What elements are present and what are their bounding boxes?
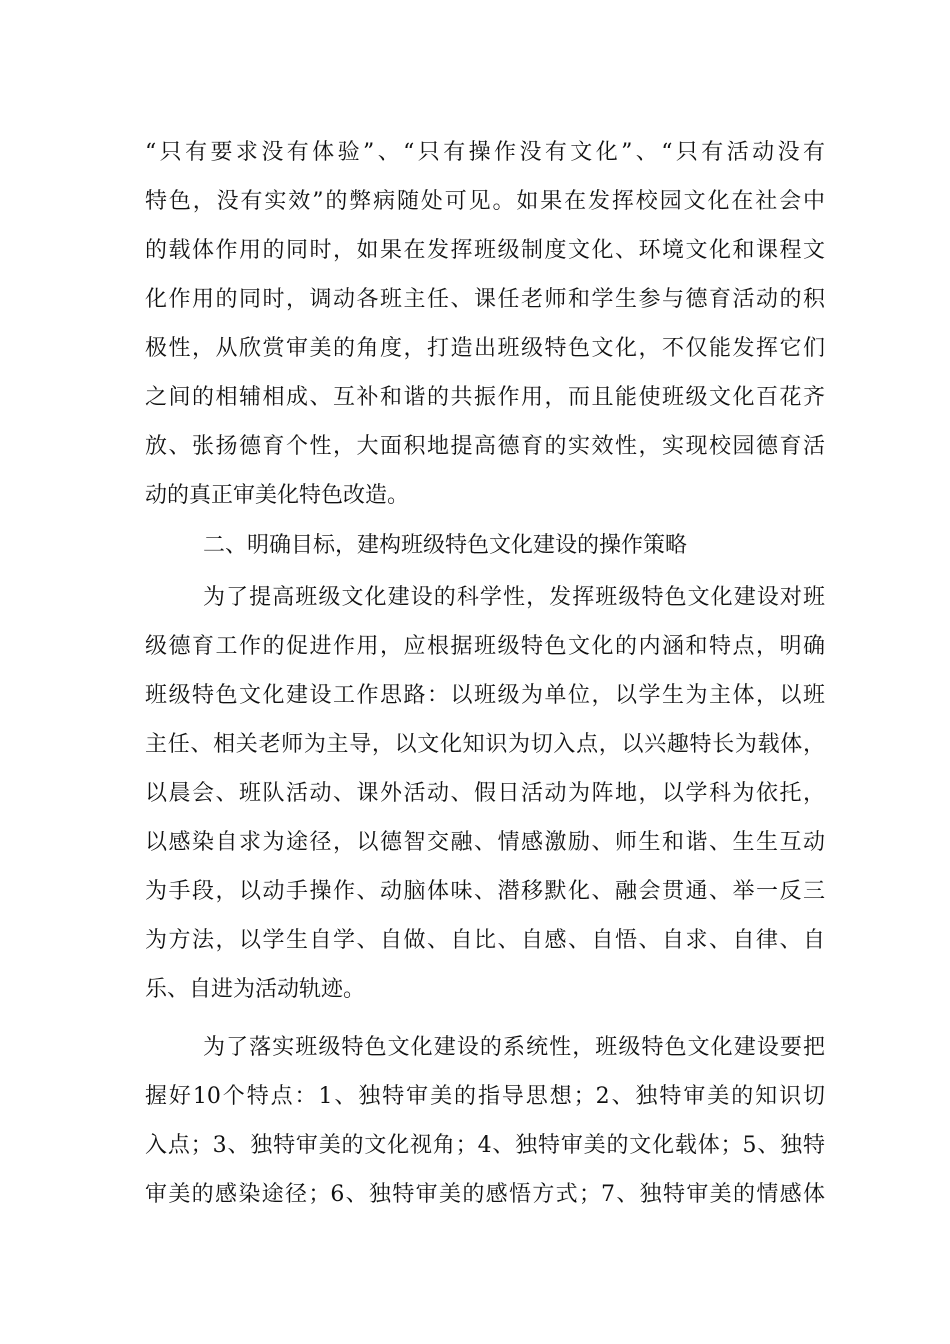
body-text-line: 入点；3、独特审美的文化视角；4、独特审美的文化载体；5、独特 [145,1133,825,1158]
body-text-line: 为手段，以动手操作、动脑体味、潜移默化、融会贯通、举一反三 [145,879,825,904]
body-text-line: “只有要求没有体验”、“只有操作没有文化”、“只有活动没有 [145,140,825,165]
body-text-line: 为方法，以学生自学、自做、自比、自感、自悟、自求、自律、自 [145,928,825,953]
body-text-line: 动的真正审美化特色改造。 [145,483,410,508]
body-text-line: 极性，从欣赏审美的角度，打造出班级特色文化，不仅能发挥它们 [145,336,825,361]
body-text-line: 为了提高班级文化建设的科学性，发挥班级特色文化建设对班 [203,585,825,610]
body-text-line: 主任、相关老师为主导，以文化知识为切入点，以兴趣特长为载体， [145,732,825,757]
body-text-line: 以感染自求为途径，以德智交融、情感激励、师生和谐、生生互动 [145,830,825,855]
body-text-line: 放、张扬德育个性，大面积地提高德育的实效性，实现校园德育活 [145,434,825,459]
body-text-line: 化作用的同时，调动各班主任、课任老师和学生参与德育活动的积 [145,287,825,312]
body-text-line: 班级特色文化建设工作思路：以班级为单位，以学生为主体，以班 [145,683,825,708]
body-text-line: 审美的感染途径；6、独特审美的感悟方式；7、独特审美的情感体 [145,1182,825,1207]
body-text-line: 特色，没有实效”的弊病随处可见。如果在发挥校园文化在社会中 [145,189,825,214]
body-text-line: 的载体作用的同时，如果在发挥班级制度文化、环境文化和课程文 [145,238,825,263]
section-heading: 二、明确目标，建构班级特色文化建设的操作策略 [203,533,688,558]
body-text-line: 乐、自进为活动轨迹。 [145,977,366,1002]
body-text-line: 之间的相辅相成、互补和谐的共振作用，而且能使班级文化百花齐 [145,385,825,410]
body-text-line: 为了落实班级特色文化建设的系统性，班级特色文化建设要把 [203,1035,825,1060]
body-text-line: 握好10个特点：1、独特审美的指导思想；2、独特审美的知识切 [145,1084,825,1109]
body-text-line: 级德育工作的促进作用，应根据班级特色文化的内涵和特点，明确 [145,634,825,659]
body-text-line: 以晨会、班队活动、课外活动、假日活动为阵地，以学科为依托， [145,781,825,806]
